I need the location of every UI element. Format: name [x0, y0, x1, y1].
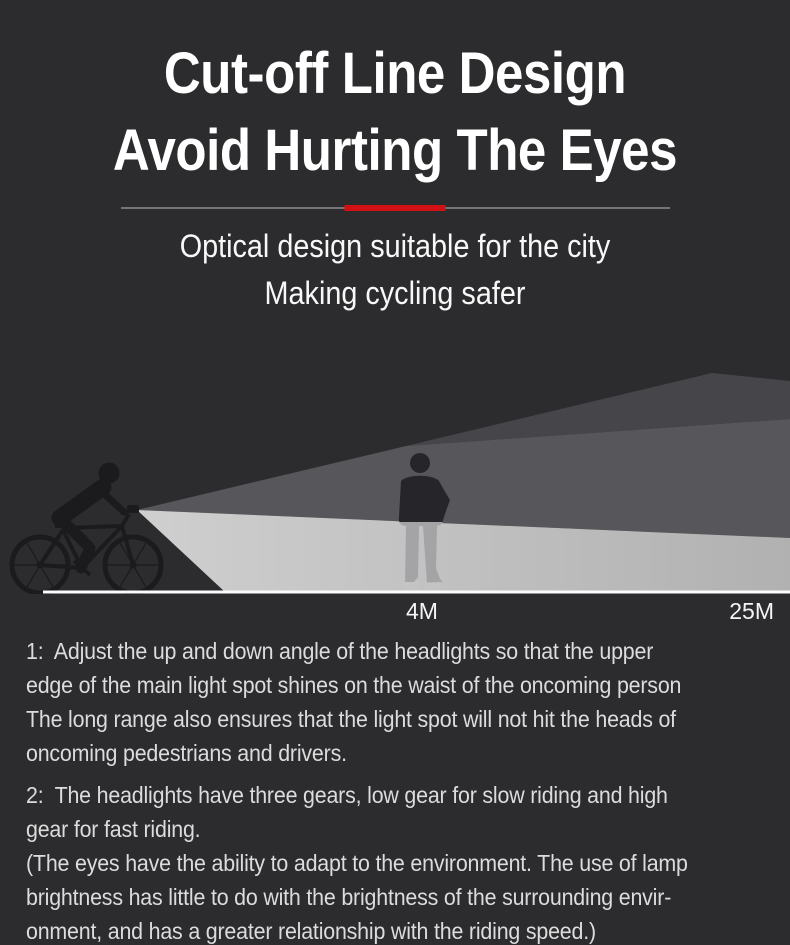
beam-diagram-svg: [0, 330, 790, 594]
subtitle-line-1: Optical design suitable for the city: [179, 228, 611, 264]
paragraph-2: [26, 778, 712, 945]
text-line: onment, and has a greater relationship with the riding speed.): [26, 918, 596, 944]
text-line: oncoming pedestrians and drivers.: [26, 740, 347, 766]
title-divider: [121, 205, 670, 211]
distance-label-25m: 25M: [729, 598, 774, 624]
text-line: brightness has little to do with the brightness of the surrounding envir-: [26, 884, 672, 910]
paragraph-1: [26, 634, 712, 770]
text-line: 1: Adjust the up and down angle of the headlights so that the upper: [26, 638, 654, 664]
text-line: The long range also ensures that the light spot will not hit the heads of: [26, 706, 676, 732]
beam-diagram: [0, 330, 790, 594]
text-line: 2: The headlights have three gears, low gear for slow riding and high: [26, 782, 668, 808]
title-line-1: Cut-off Line Design: [163, 41, 627, 106]
text-line: gear for fast riding.: [26, 816, 201, 842]
distance-scale: [0, 594, 790, 630]
description-section: [0, 630, 790, 945]
page-title: [0, 35, 790, 189]
hero-section: [0, 0, 790, 330]
headlight-icon: [127, 505, 139, 513]
divider-accent-red: [345, 205, 446, 211]
subtitle: [0, 223, 790, 317]
title-line-2: Avoid Hurting The Eyes: [112, 118, 678, 183]
distance-label-4m: 4M: [406, 598, 438, 624]
subtitle-line-2: Making cycling safer: [264, 275, 526, 311]
text-line: edge of the main light spot shines on the waist of the oncoming person: [26, 672, 682, 698]
text-line: (The eyes have the ability to adapt to the environment. The use of lamp: [26, 850, 688, 876]
